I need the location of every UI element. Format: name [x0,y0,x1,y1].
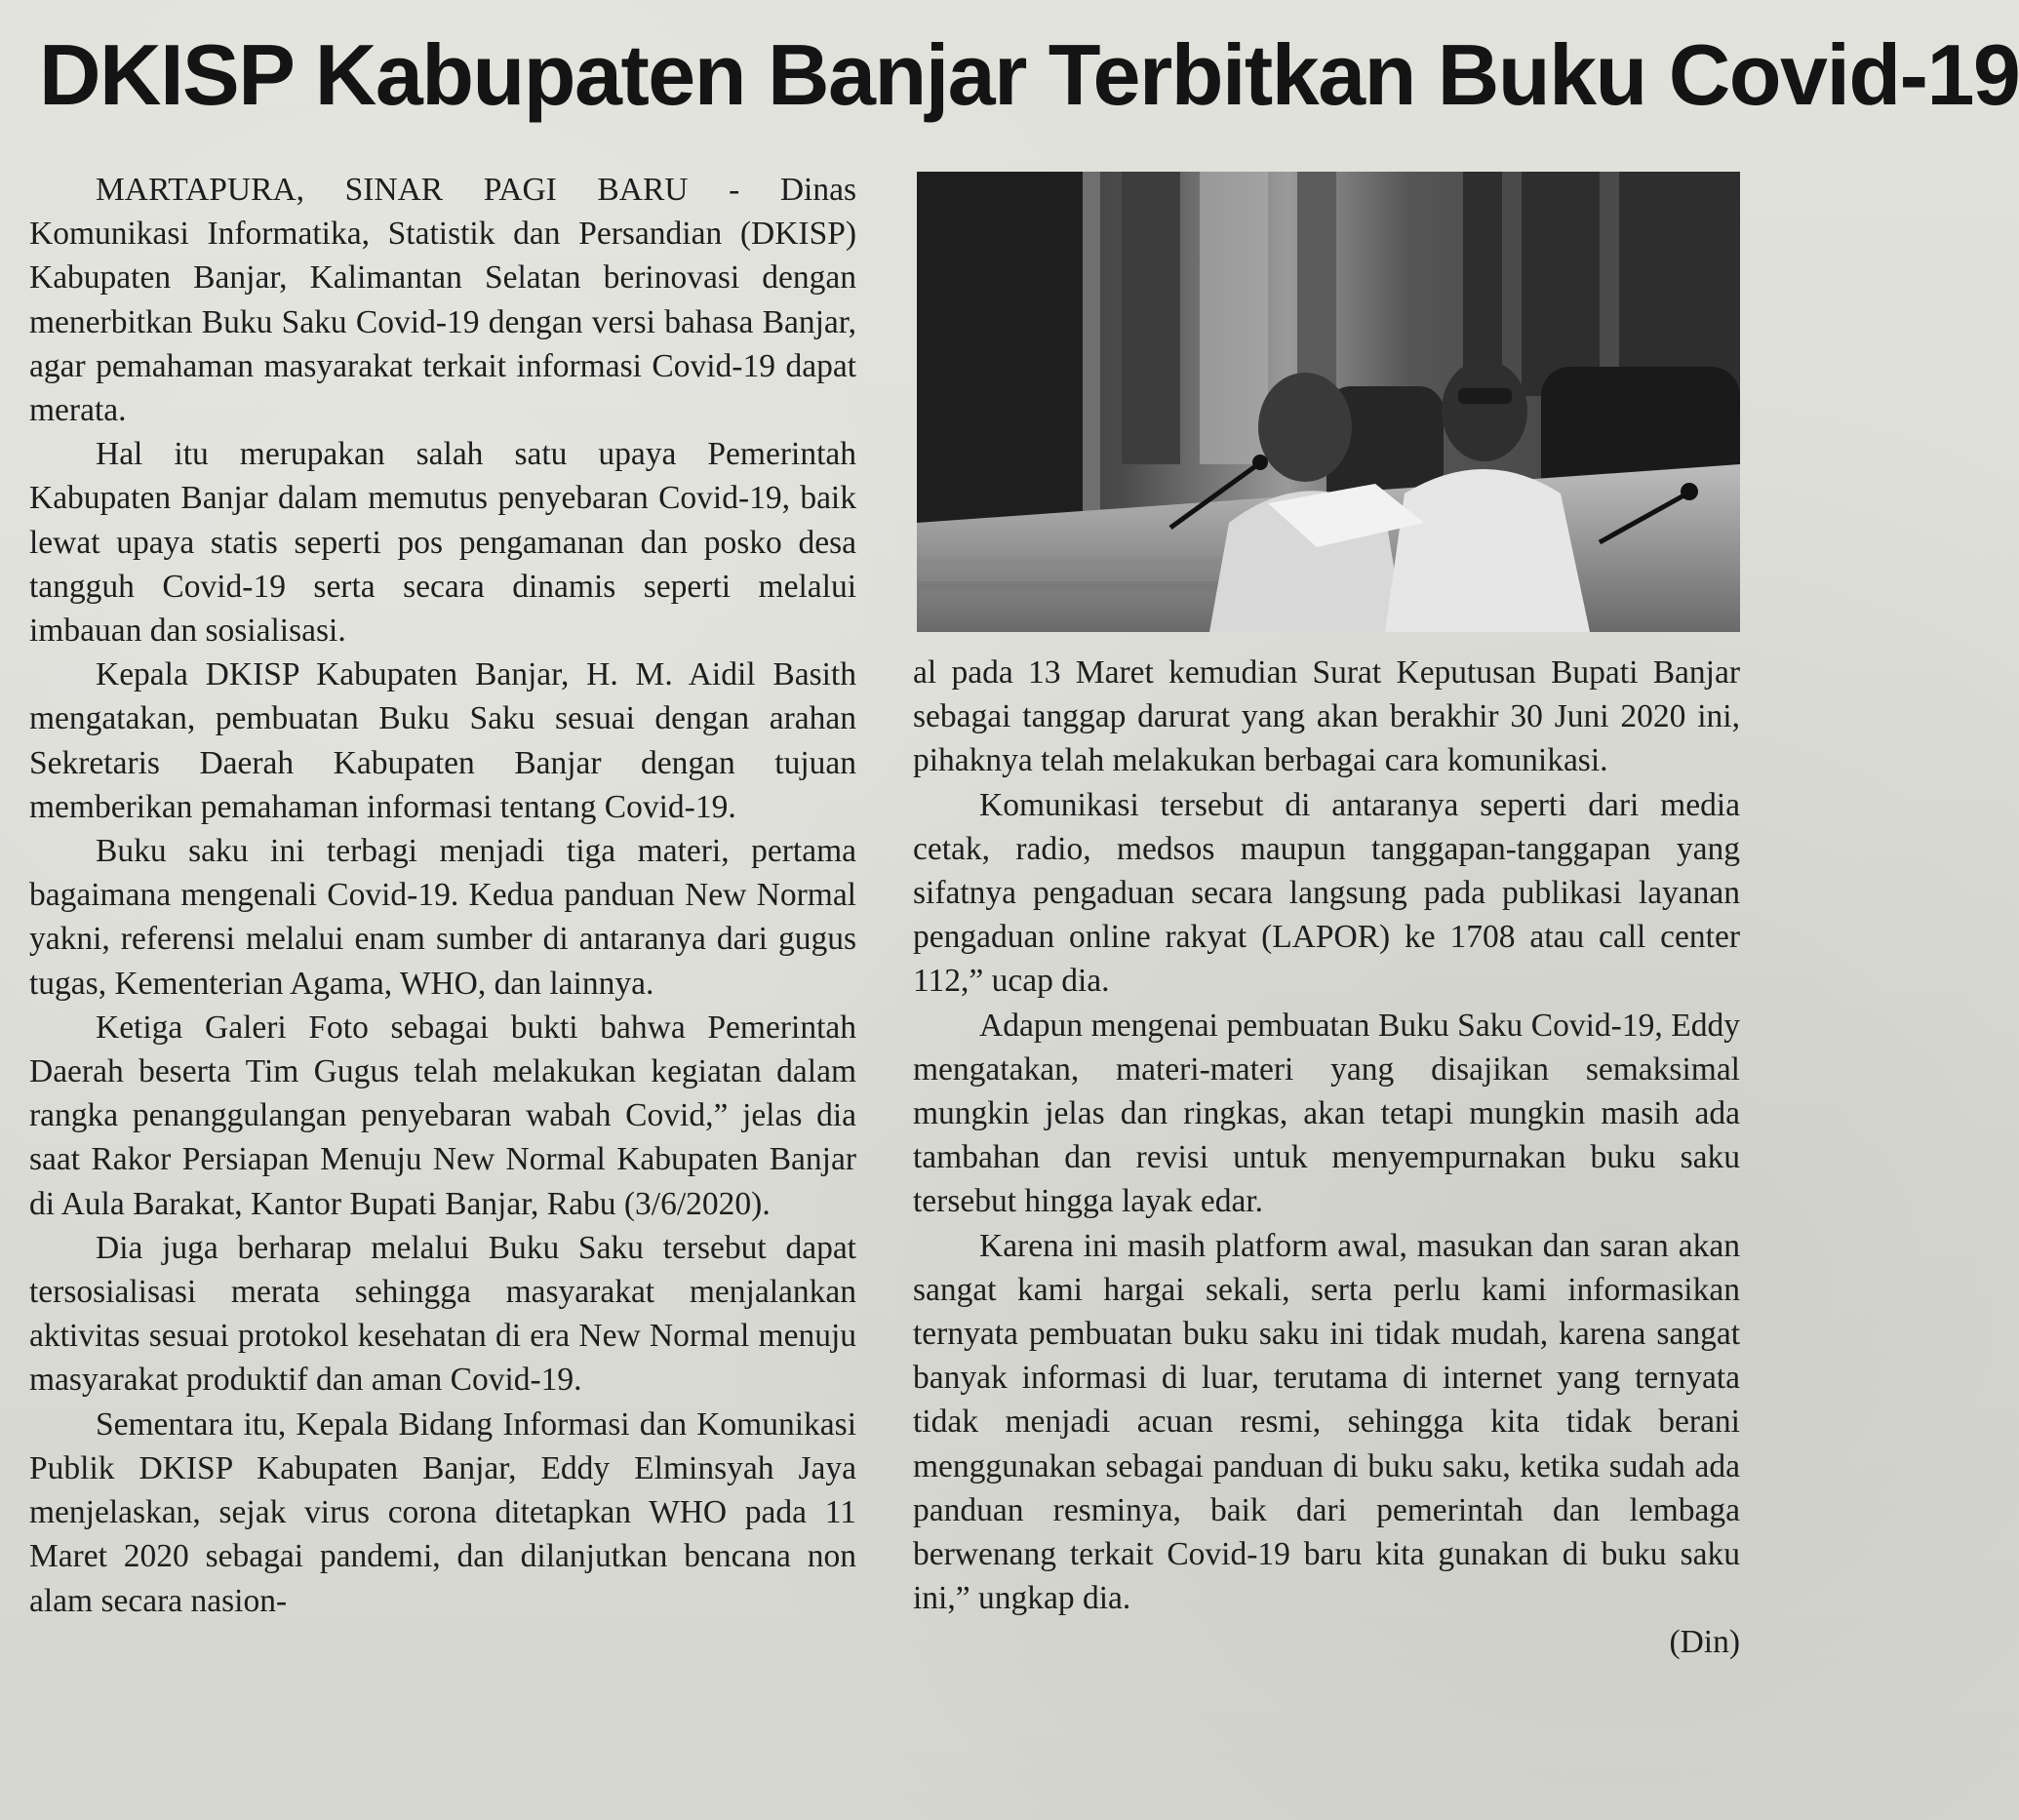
article-byline: (Din) [1669,1624,1740,1661]
article-paragraph: Sementara itu, Kepala Bidang Informasi dan Komunikasi Publik DKISP Kabupaten Banjar, Eddy Elminsyah Jaya menjelaskan, sejak virus corona ditetapkan WHO pada 11 Maret 2020 sebagai pandemi, dan dilanjutkan bencana non alam secara nasion- [29,1405,856,1619]
article-paragraph: Ketiga Galeri Foto sebagai bukti bahwa Pemerintah Daerah beserta Tim Gugus telah melakukan kegiatan dalam rangka penanggulangan penyebaran wabah Covid,” jelas dia saat Rakor Persiapan Menuju New Normal Kabupaten Banjar di Aula Barakat, Kantor Bupati Banjar, Rabu (3/6/2020). [29,1009,856,1222]
article-photo [917,172,1740,632]
article-headline: DKISP Kabupaten Banjar Terbitkan Buku Covid-19 [39,26,2019,123]
article-paragraph: Buku saku ini terbagi menjadi tiga materi, pertama bagaimana mengenali Covid-19. Kedua panduan New Normal yakni, referensi melalui enam sumber di antaranya dari gugus tugas, Kementerian Agama, WHO, dan lainnya. [29,833,856,1002]
article-paragraph: Komunikasi tersebut di antaranya seperti dari media cetak, radio, medsos maupun tanggapan-tanggapan yang sifatnya pengaduan secara langsung pada publikasi layanan pengaduan online rakyat (LAPOR) ke 1708 atau call center 112,” ucap dia. [913,786,1740,1000]
article-paragraph: MARTAPURA, SINAR PAGI BARU - Dinas Komunikasi Informatika, Statistik dan Persandian (DKISP) Kabupaten Banjar, Kalimantan Selatan berinovasi dengan menerbitkan Buku Saku Covid-19 dengan versi bahasa Banjar, agar pemahaman masyarakat terkait informasi Covid-19 dapat merata. [29,172,856,429]
article-paragraph: Adapun mengenai pembuatan Buku Saku Covid-19, Eddy mengatakan, materi-materi yang disajikan semaksimal mungkin jelas dan ringkas, akan tetapi mungkin masih ada tambahan dan revisi untuk menyempurnakan buku saku tersebut hingga layak edar. [913,1007,1740,1220]
article-column-left [29,168,856,1623]
meeting-photo-illustration [917,172,1740,632]
article-paragraph: Hal itu merupakan salah satu upaya Pemerintah Kabupaten Banjar dalam memutus penyebaran Covid-19, baik lewat upaya statis seperti pos pengamanan dan posko desa tangguh Covid-19 serta secara dinamis seperti melalui imbauan dan sosialisasi. [29,436,856,650]
article-paragraph: Dia juga berharap melalui Buku Saku tersebut dapat tersosialisasi merata sehingga masyarakat menjalankan aktivitas sesuai protokol kesehatan di era New Normal menuju masyarakat produktif dan aman Covid-19. [29,1229,856,1399]
article-paragraph: Karena ini masih platform awal, masukan dan saran akan sangat kami hargai sekali, serta perlu kami informasikan ternyata pembuatan buku saku ini tidak mudah, karena sangat banyak informasi di luar, terutama di internet yang ternyata tidak menjadi acuan resmi, sehingga kita tidak berani menggunakan sebagai panduan di buku saku, ketika sudah ada panduan resminya, baik dari pemerintah dan lembaga berwenang terkait Covid-19 baru kita gunakan di buku saku ini,” ungkap dia. [913,1227,1740,1617]
article-paragraph: al pada 13 Maret kemudian Surat Keputusan Bupati Banjar sebagai tanggap darurat yang akan berakhir 30 Juni 2020 ini, pihaknya telah melakukan berbagai cara komunikasi. [913,654,1740,779]
article-column-right [913,651,1740,1665]
article-paragraph: Kepala DKISP Kabupaten Banjar, H. M. Aidil Basith mengatakan, pembuatan Buku Saku sesuai dengan arahan Sekretaris Daerah Kabupaten Banjar dengan tujuan memberikan pemahaman informasi tentang Covid-19. [29,656,856,825]
